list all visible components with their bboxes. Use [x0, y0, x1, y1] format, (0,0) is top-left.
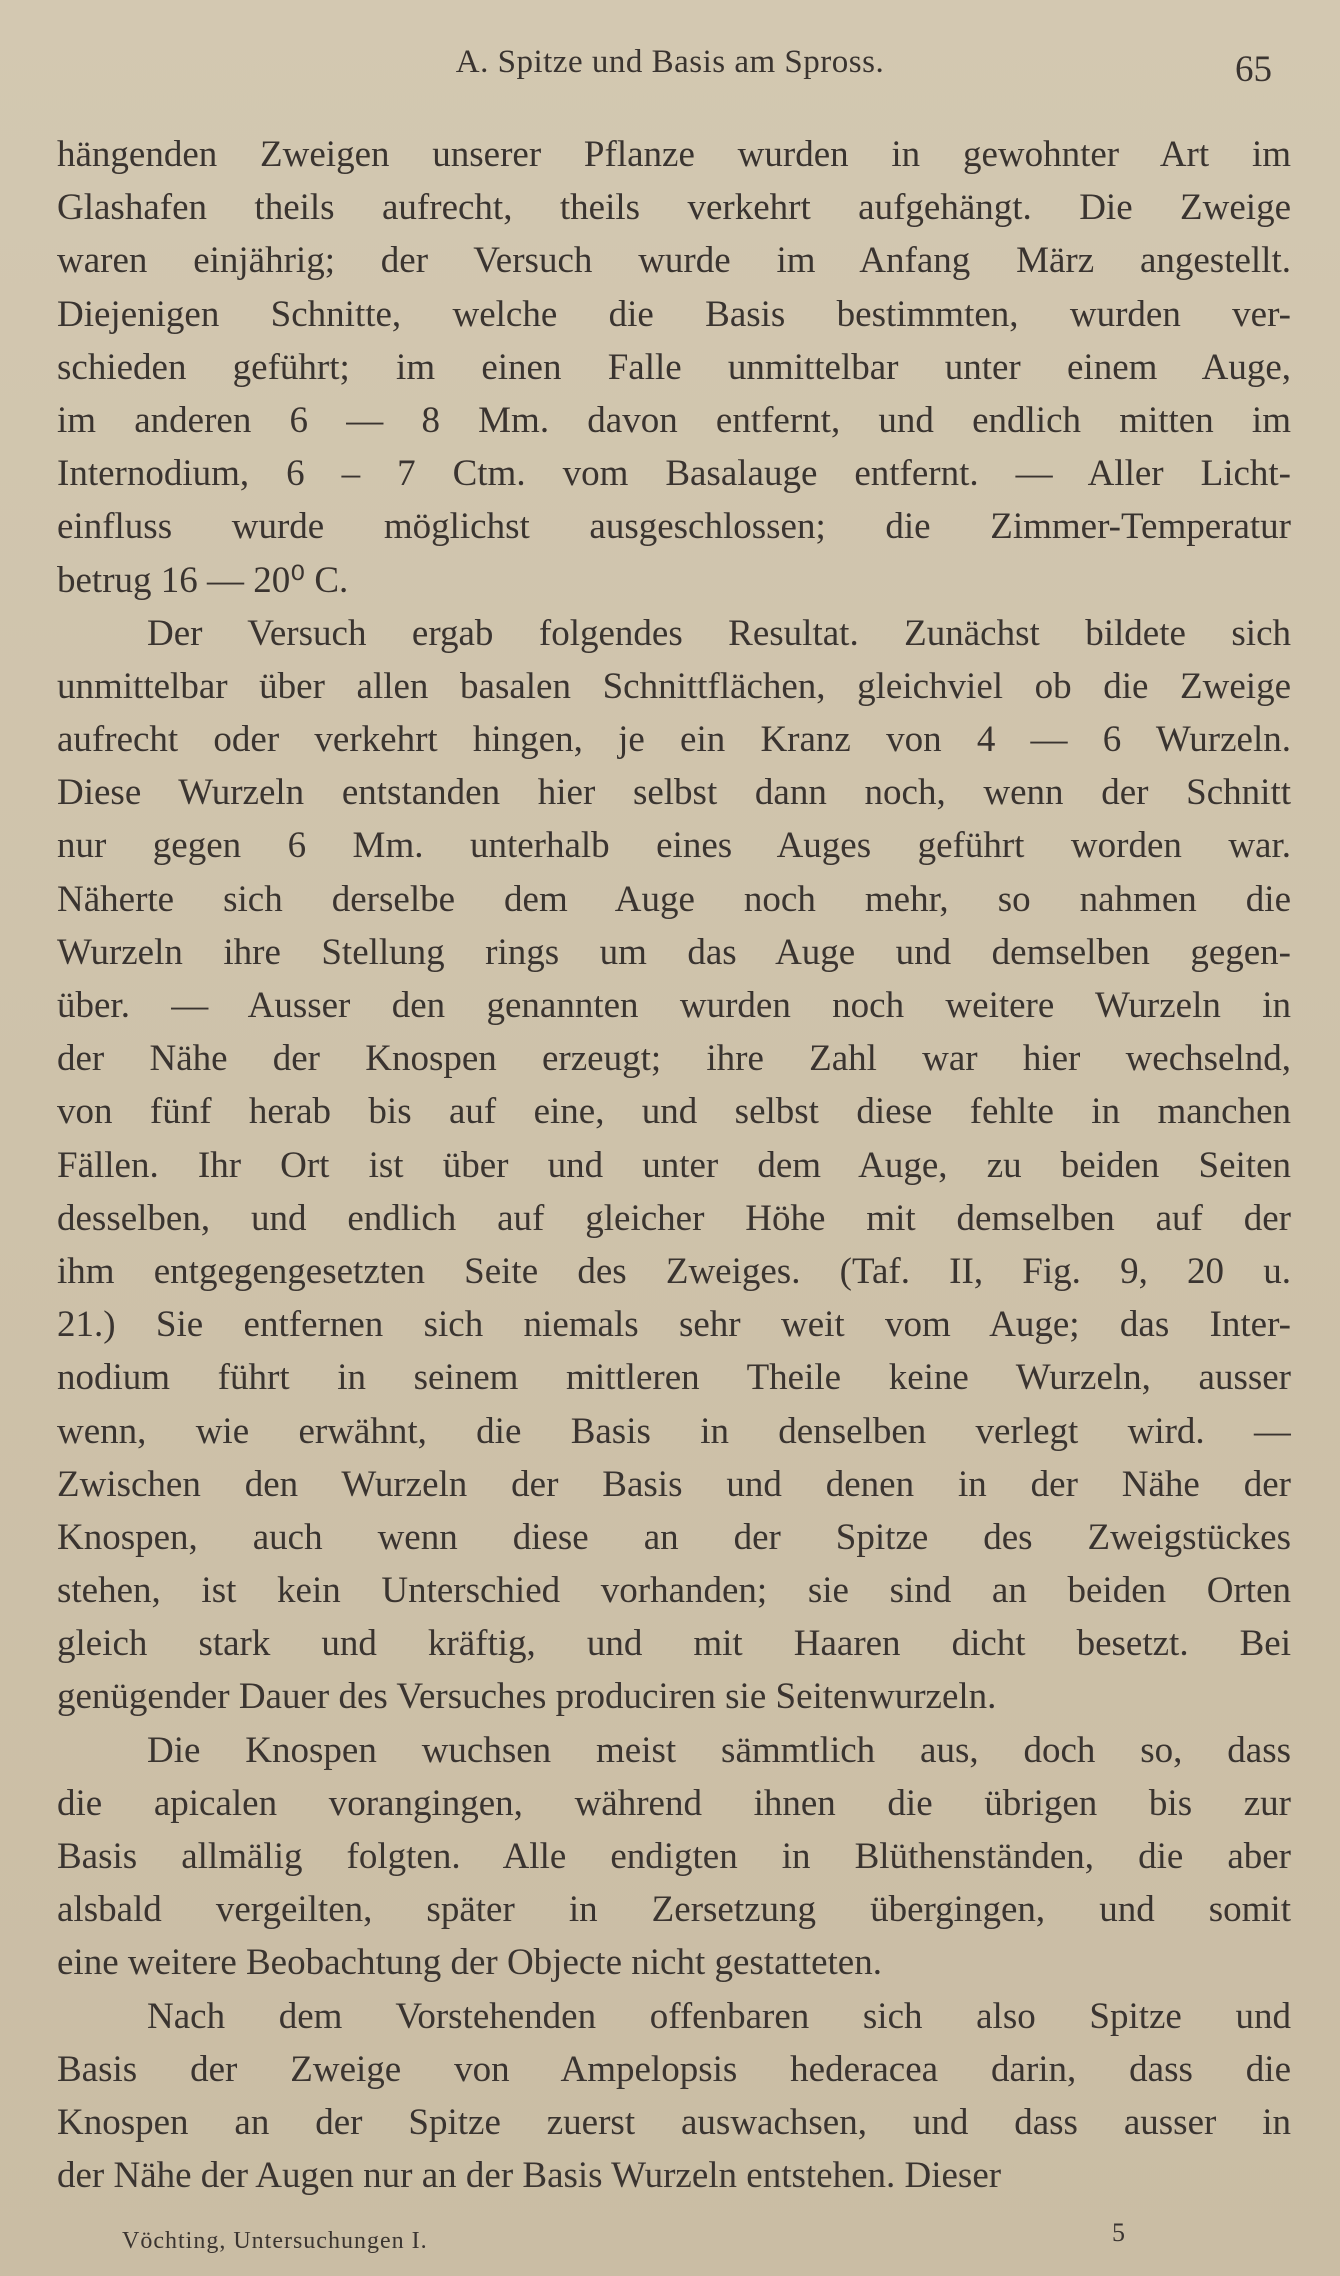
text-line: alsbald vergeilten, später in Zersetzung übergingen, und somit	[57, 1889, 1291, 1931]
text-line: hängenden Zweigen unserer Pflanze wurden in gewohnter Art im	[57, 134, 1291, 175]
text-line: aufrecht oder verkehrt hingen, je ein Kranz von 4 — 6 Wurzeln.	[57, 719, 1291, 761]
text-line: nur gegen 6 Mm. unterhalb eines Auges geführt worden war.	[57, 825, 1291, 867]
text-line: genügender Dauer des Versuches produciren sie Seitenwurzeln.	[57, 1676, 997, 1718]
footer-signature: Vöchting, Untersuchungen I.	[122, 2228, 428, 2254]
text-line: Näherte sich derselbe dem Auge noch mehr, so nahmen die	[57, 878, 1291, 920]
text-line: 21.) Sie entfernen sich niemals sehr weit vom Auge; das Inter-	[57, 1304, 1291, 1346]
text-line: Der Versuch ergab folgendes Resultat. Zunächst bildete sich	[147, 612, 1291, 654]
text-line: Fällen. Ihr Ort ist über und unter dem Auge, zu beiden Seiten	[57, 1144, 1291, 1186]
paragraph	[57, 1990, 1291, 2203]
text-line: Knospen, auch wenn diese an der Spitze des Zweigstückes	[57, 1516, 1291, 1558]
text-line: stehen, ist kein Unterschied vorhanden; sie sind an beiden Orten	[57, 1570, 1291, 1612]
text-line: Glashafen theils aufrecht, theils verkehrt aufgehängt. Die Zweige	[57, 187, 1291, 229]
text-line: unmittelbar über allen basalen Schnittflächen, gleichviel ob die Zweige	[57, 665, 1291, 707]
text-line: Diese Wurzeln entstanden hier selbst dann noch, wenn der Schnitt	[57, 772, 1291, 814]
text-line: der Nähe der Augen nur an der Basis Wurzeln entstehen. Dieser	[57, 2155, 1002, 2197]
text-line: Wurzeln ihre Stellung rings um das Auge und demselben gegen-	[57, 931, 1291, 973]
page-footer	[122, 2218, 1284, 2258]
running-title: A. Spitze und Basis am Spross.	[455, 44, 885, 80]
text-line: eine weitere Beobachtung der Objecte nicht gestatteten.	[57, 1942, 882, 1984]
page-header	[56, 44, 1284, 94]
sheet-mark: 5	[1112, 2218, 1125, 2247]
text-line: Basis allmälig folgten. Alle endigten in Blüthenständen, die aber	[57, 1836, 1291, 1877]
paragraph	[57, 1724, 1291, 1990]
text-line: einfluss wurde möglichst ausgeschlossen; die Zimmer-Temperatur	[57, 506, 1291, 548]
text-line: Die Knospen wuchsen meist sämmtlich aus, doch so, dass	[147, 1729, 1291, 1771]
text-line: waren einjährig; der Versuch wurde im Anfang März angestellt.	[57, 240, 1291, 282]
text-line: gleich stark und kräftig, und mit Haaren dicht besetzt. Bei	[57, 1623, 1291, 1665]
text-line: der Nähe der Knospen erzeugt; ihre Zahl war hier wechselnd,	[57, 1038, 1291, 1080]
text-line: über. — Ausser den genannten wurden noch weitere Wurzeln in	[57, 985, 1291, 1026]
text-line: Knospen an der Spitze zuerst auswachsen, und dass ausser in	[57, 2101, 1291, 2143]
text-line: von fünf herab bis auf eine, und selbst diese fehlte in manchen	[57, 1091, 1291, 1133]
text-line: betrug 16 — 20⁰ C.	[57, 559, 349, 601]
text-line: desselben, und endlich auf gleicher Höhe mit demselben auf der	[57, 1197, 1291, 1239]
text-line: Nach dem Vorstehenden offenbaren sich also Spitze und	[147, 1995, 1291, 2037]
text-line: Internodium, 6 – 7 Ctm. vom Basalauge entfernt. — Aller Licht-	[57, 453, 1291, 495]
text-line: die apicalen vorangingen, während ihnen die übrigen bis zur	[57, 1782, 1291, 1824]
text-line: Basis der Zweige von Ampelopsis hederacea darin, dass die	[57, 2048, 1291, 2090]
page-number: 65	[1235, 49, 1272, 90]
text-line: nodium führt in seinem mittleren Theile keine Wurzeln, ausser	[57, 1357, 1291, 1399]
paragraph	[57, 607, 1291, 1724]
paragraph	[57, 128, 1291, 607]
body-text	[57, 128, 1291, 2202]
text-line: ihm entgegengesetzten Seite des Zweiges. (Taf. II, Fig. 9, 20 u.	[57, 1250, 1291, 1292]
text-line: Diejenigen Schnitte, welche die Basis bestimmten, wurden ver-	[57, 293, 1291, 335]
text-line: schieden geführt; im einen Falle unmittelbar unter einem Auge,	[57, 346, 1291, 388]
text-line: Zwischen den Wurzeln der Basis und denen in der Nähe der	[57, 1463, 1291, 1505]
text-line: wenn, wie erwähnt, die Basis in denselben verlegt wird. —	[57, 1410, 1291, 1452]
text-line: im anderen 6 — 8 Mm. davon entfernt, und endlich mitten im	[57, 399, 1291, 441]
